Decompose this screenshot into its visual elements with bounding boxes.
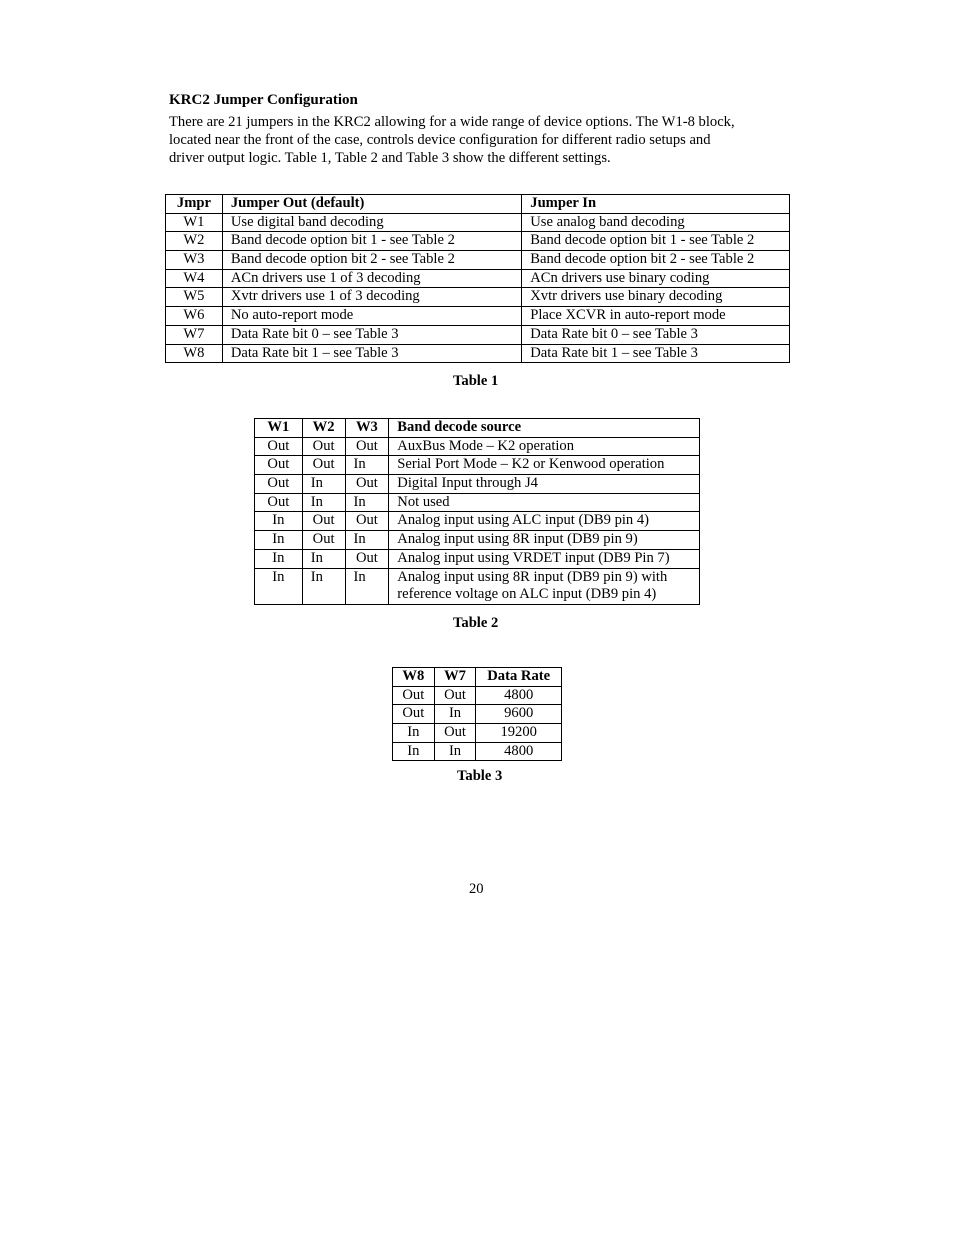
table-cell: Use digital band decoding xyxy=(222,213,521,232)
table-cell: Data Rate bit 0 – see Table 3 xyxy=(522,325,790,344)
table-cell: In xyxy=(345,531,389,550)
table-row xyxy=(166,325,790,344)
table-cell: Data Rate bit 1 – see Table 3 xyxy=(222,344,521,363)
table-cell: Analog input using ALC input (DB9 pin 4) xyxy=(389,512,700,531)
table-row xyxy=(393,686,562,705)
table-row xyxy=(166,269,790,288)
table-cell: Digital Input through J4 xyxy=(389,475,700,494)
table-cell xyxy=(389,568,700,604)
table-cell: Band decode option bit 2 - see Table 2 xyxy=(522,251,790,270)
table-cell: Analog input using 8R input (DB9 pin 9) xyxy=(389,531,700,550)
table-caption: Table 1 xyxy=(453,373,499,389)
table-cell: In xyxy=(255,549,303,568)
table-cell: In xyxy=(434,742,476,761)
table-row xyxy=(393,705,562,724)
table-cell: Out xyxy=(302,456,345,475)
table-cell: In xyxy=(393,724,435,743)
intro-line: There are 21 jumpers in the KRC2 allowing for a wide range of device options. The W1-8 block, xyxy=(169,114,735,130)
table-cell: Out xyxy=(345,549,389,568)
table-cell: Band decode option bit 1 - see Table 2 xyxy=(522,232,790,251)
table-cell: 9600 xyxy=(476,705,562,724)
column-header: Jumper Out (default) xyxy=(222,195,521,214)
table-row xyxy=(255,549,700,568)
table-cell: Xvtr drivers use 1 of 3 decoding xyxy=(222,288,521,307)
column-header: W7 xyxy=(434,668,476,687)
column-header: Data Rate xyxy=(476,668,562,687)
column-header: Jmpr xyxy=(166,195,223,214)
table-cell: Out xyxy=(255,437,303,456)
table-cell: Out xyxy=(393,705,435,724)
table-cell: W7 xyxy=(166,325,223,344)
section-heading: KRC2 Jumper Configuration xyxy=(169,92,358,108)
table-row xyxy=(166,288,790,307)
cell-line: Analog input using 8R input (DB9 pin 9) with xyxy=(397,568,668,585)
table-cell: Out xyxy=(255,456,303,475)
table-cell: In xyxy=(255,512,303,531)
table-cell: Not used xyxy=(389,493,700,512)
table-cell: In xyxy=(345,493,389,512)
band-decode-table xyxy=(254,418,700,605)
table-cell: Out xyxy=(345,512,389,531)
table-cell: AuxBus Mode – K2 operation xyxy=(389,437,700,456)
jumper-table xyxy=(165,194,790,363)
table-cell: W6 xyxy=(166,307,223,326)
column-header: Jumper In xyxy=(522,195,790,214)
table-caption: Table 3 xyxy=(457,768,503,784)
table-cell: Out xyxy=(302,531,345,550)
table-cell: In xyxy=(434,705,476,724)
table-row xyxy=(255,568,700,604)
table-cell: In xyxy=(255,568,303,604)
table-cell: Out xyxy=(255,475,303,494)
table-cell: In xyxy=(302,475,345,494)
table-cell: Band decode option bit 2 - see Table 2 xyxy=(222,251,521,270)
table-cell: W1 xyxy=(166,213,223,232)
table-cell: In xyxy=(302,568,345,604)
table-cell: Data Rate bit 1 – see Table 3 xyxy=(522,344,790,363)
table-header-row xyxy=(255,419,700,438)
table-cell: ACn drivers use binary coding xyxy=(522,269,790,288)
table-cell: In xyxy=(302,493,345,512)
table-cell: In xyxy=(255,531,303,550)
table-cell: 4800 xyxy=(476,742,562,761)
table-cell: Data Rate bit 0 – see Table 3 xyxy=(222,325,521,344)
intro-line: located near the front of the case, controls device configuration for different radio setups and xyxy=(169,132,711,149)
intro-line: driver output logic. Table 1, Table 2 and Table 3 show the different settings. xyxy=(169,150,611,167)
table-cell: Out xyxy=(345,437,389,456)
table-cell: In xyxy=(302,549,345,568)
table-header-row xyxy=(393,668,562,687)
table-cell: Xvtr drivers use binary decoding xyxy=(522,288,790,307)
table-cell: Out xyxy=(434,724,476,743)
table-cell: Serial Port Mode – K2 or Kenwood operation xyxy=(389,456,700,475)
table-caption: Table 2 xyxy=(453,615,499,631)
table-cell: In xyxy=(345,456,389,475)
table-cell: W2 xyxy=(166,232,223,251)
intro-paragraph xyxy=(169,113,779,168)
table-cell: W5 xyxy=(166,288,223,307)
table-row xyxy=(255,512,700,531)
data-rate-table xyxy=(392,667,562,761)
table-cell: Analog input using VRDET input (DB9 Pin 7) xyxy=(389,549,700,568)
table-row xyxy=(255,531,700,550)
table-row xyxy=(393,724,562,743)
table-cell: Out xyxy=(393,686,435,705)
table-header-row xyxy=(166,195,790,214)
column-header: W8 xyxy=(393,668,435,687)
table-cell: ACn drivers use 1 of 3 decoding xyxy=(222,269,521,288)
column-header: W3 xyxy=(345,419,389,438)
table-row xyxy=(255,493,700,512)
table-row xyxy=(255,475,700,494)
table-cell: Out xyxy=(302,437,345,456)
table-row xyxy=(166,344,790,363)
table-cell: In xyxy=(393,742,435,761)
table-cell: Band decode option bit 1 - see Table 2 xyxy=(222,232,521,251)
table-cell: In xyxy=(345,568,389,604)
page-number: 20 xyxy=(469,881,484,897)
table-row xyxy=(255,437,700,456)
table-cell: Out xyxy=(255,493,303,512)
table-cell: 19200 xyxy=(476,724,562,743)
column-header: W1 xyxy=(255,419,303,438)
table-row xyxy=(166,307,790,326)
table-row xyxy=(166,213,790,232)
column-header: Band decode source xyxy=(389,419,700,438)
table-cell: No auto-report mode xyxy=(222,307,521,326)
table-cell: W8 xyxy=(166,344,223,363)
column-header: W2 xyxy=(302,419,345,438)
table-cell: W4 xyxy=(166,269,223,288)
table-cell: Out xyxy=(345,475,389,494)
table-row xyxy=(166,232,790,251)
table-row xyxy=(255,456,700,475)
table-cell: Place XCVR in auto-report mode xyxy=(522,307,790,326)
table-cell: Out xyxy=(302,512,345,531)
table-cell: Out xyxy=(434,686,476,705)
table-row xyxy=(393,742,562,761)
table-cell: 4800 xyxy=(476,686,562,705)
table-cell: W3 xyxy=(166,251,223,270)
cell-line: reference voltage on ALC input (DB9 pin 4) xyxy=(397,585,657,602)
table-cell: Use analog band decoding xyxy=(522,213,790,232)
table-row xyxy=(166,251,790,270)
